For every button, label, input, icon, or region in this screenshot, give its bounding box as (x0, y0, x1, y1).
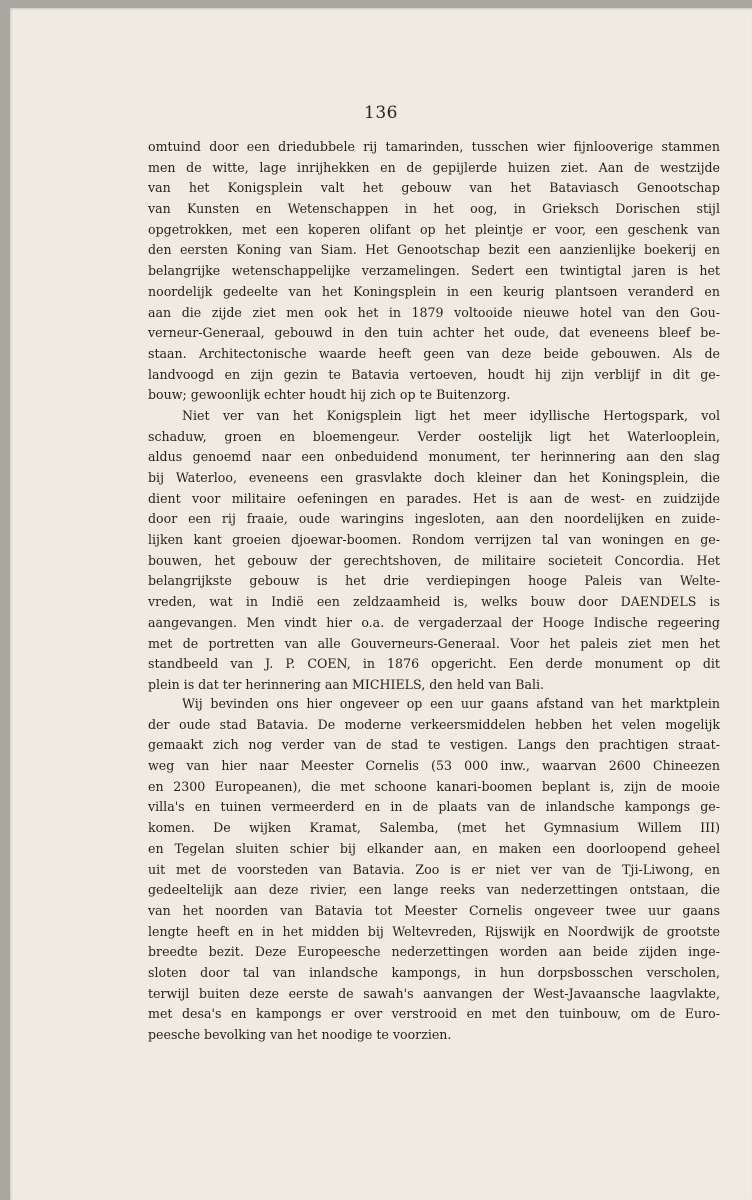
text-line: lijken kant groeien djoewar-boomen. Rondom verrijzen tal van woningen en ge- (148, 532, 720, 548)
text-line: breedte bezit. Deze Europeesche nederzettingen worden aan beide zijden inge- (148, 944, 720, 960)
text-line: van het Konigsplein valt het gebouw van het Bataviasch Genootschap (148, 180, 720, 196)
text-line: belangrijke wetenschappelijke verzamelingen. Sedert een twintigtal jaren is het (148, 263, 720, 279)
text-line: bij Waterloo, eveneens een grasvlakte doch kleiner dan het Koningsplein, die (148, 470, 720, 485)
text-line: gedeeltelijk aan deze rivier, een lange reeks van nederzettingen ontstaan, die (148, 882, 720, 898)
text-line: opgetrokken, met een koperen olifant op het pleintje er voor, een geschenk van (148, 221, 720, 237)
text-line: en Tegelan sluiten schier bij elkander aan, en maken een doorloopend geheel (148, 840, 720, 856)
text-line: standbeeld van J. P. COEN, in 1876 opgericht. Een derde monument op dit (148, 656, 720, 672)
text-line: uit met de voorsteden van Batavia. Zoo is er niet ver van de Tji-Liwong, en (148, 861, 720, 877)
text-line: met desa's en kampongs er over verstrooid en met den tuinbouw, om de Euro- (148, 1006, 720, 1022)
text-line: der oude stad Batavia. De moderne verkeersmiddelen hebben het velen mogelijk (148, 716, 720, 732)
page-number: 136 (364, 103, 398, 123)
text-line: van Kunsten en Wetenschappen in het oog, in Grieksch Dorischen stijl (148, 201, 720, 217)
text-line: verneur-Generaal, gebouwd in den tuin achter het oude, dat eveneens bleef be- (148, 325, 720, 341)
text-line: aan die zijde ziet men ook het in 1879 voltooide nieuwe hotel van den Gou- (148, 304, 720, 320)
text-line: staan. Architectonische waarde heeft geen van deze beide gebouwen. Als de (148, 345, 720, 361)
text-block-upper (148, 137, 720, 696)
text-line: belangrijkste gebouw is het drie verdiepingen hooge Paleis van Welte- (148, 573, 720, 589)
text-line: schaduw, groen en bloemengeur. Verder oostelijk ligt het Waterlooplein, (148, 428, 720, 444)
book-page (10, 8, 752, 1200)
text-line: vreden, wat in Indië een zeldzaamheid is, welks bouw door DAENDELS is (148, 594, 720, 610)
text-line: men de witte, lage inrijhekken en de gepijlerde huizen ziet. Aan de westzijde (148, 159, 720, 175)
text-line: bouw; gewoonlijk echter houdt hij zich op te Buitenzorg. (148, 387, 511, 403)
text-line: omtuind door een driedubbele rij tamarinden, tusschen wier fijnlooverige stammen (148, 139, 720, 154)
text-line: den eersten Koning van Siam. Het Genootschap bezit een aanzienlijke boekerij en (148, 242, 720, 258)
text-line: van het noorden van Batavia tot Meester Cornelis ongeveer twee uur gaans (148, 902, 720, 918)
text-line: plein is dat ter herinnering aan MICHIELS, den held van Bali. (148, 676, 545, 692)
text-line: lengte heeft en in het midden bij Weltevreden, Rijswijk en Noordwijk de grootste (148, 923, 720, 939)
text-line: villa's en tuinen vermeerderd en in de plaats van de inlandsche kampongs ge- (148, 799, 720, 815)
text-line: door een rij fraaie, oude waringins ingesloten, aan den noordelijken en zuide- (148, 511, 720, 527)
text-line: komen. De wijken Kramat, Salemba, (met het Gymnasium Willem III) (148, 820, 720, 836)
text-line: sloten door tal van inlandsche kampongs, in hun dorpsbosschen verscholen, (148, 964, 720, 980)
text-line: weg van hier naar Meester Cornelis (53 000 inw., waarvan 2600 Chineezen (148, 758, 720, 774)
paragraph-2 (148, 406, 720, 696)
paragraph-3 (148, 694, 720, 1046)
text-block-lower (148, 694, 720, 1046)
text-line: Wij bevinden ons hier ongeveer op een uur gaans afstand van het marktplein (182, 696, 720, 711)
text-line: noordelijk gedeelte van het Koningsplein in een keurig plantsoen veranderd en (148, 283, 720, 299)
text-line: met de portretten van alle Gouverneurs-Generaal. Voor het paleis ziet men het (148, 635, 720, 651)
text-line: Niet ver van het Konigsplein ligt het meer idyllische Hertogspark, vol (182, 407, 720, 423)
text-line: landvoogd en zijn gezin te Batavia vertoeven, houdt hij zijn verblijf in dit ge- (148, 366, 720, 382)
text-line: terwijl buiten deze eerste de sawah's aanvangen der West-Javaansche laagvlakte, (148, 985, 720, 1001)
text-line: aangevangen. Men vindt hier o.a. de vergaderzaal der Hooge Indische regeering (148, 614, 720, 630)
text-line: en 2300 Europeanen), die met schoone kanari-boomen beplant is, zijn de mooie (148, 778, 720, 794)
text-line: gemaakt zich nog verder van de stad te vestigen. Langs den prachtigen straat- (148, 737, 720, 753)
text-line: bouwen, het gebouw der gerechtshoven, de militaire societeit Concordia. Het (148, 552, 720, 568)
paragraph-1 (148, 137, 720, 406)
text-line: peesche bevolking van het noodige te voorzien. (148, 1027, 452, 1042)
text-line: aldus genoemd naar een onbeduidend monument, ter herinnering aan den slag (148, 449, 720, 465)
text-line: dient voor militaire oefeningen en parades. Het is aan de west- en zuidzijde (148, 490, 720, 506)
